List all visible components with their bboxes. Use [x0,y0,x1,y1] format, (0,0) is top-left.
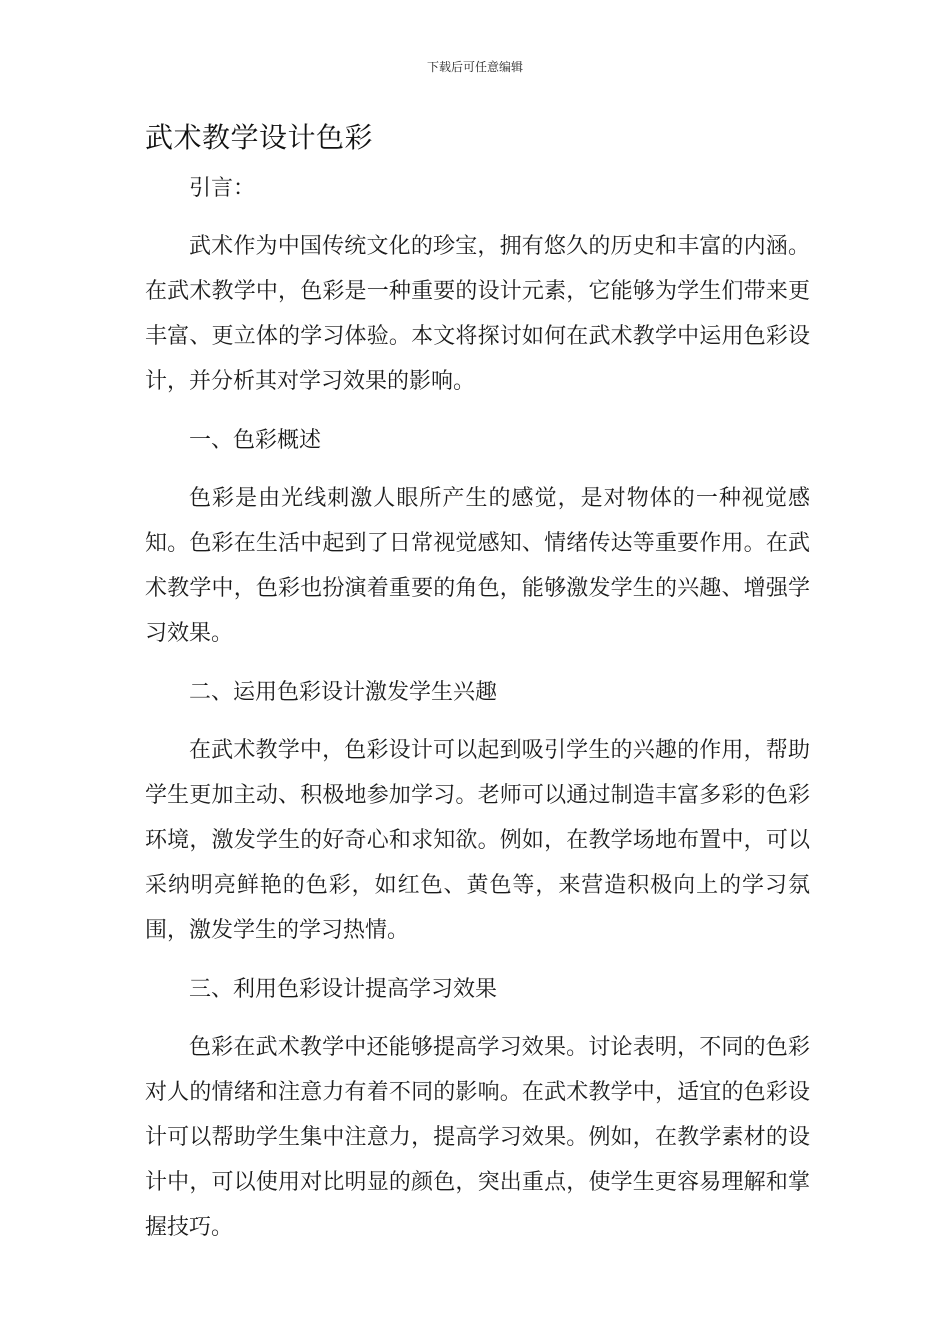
section-heading-effect: 三、利用色彩设计提高学习效果 [189,977,498,1002]
header-note: 下载后可任意编辑 [426,60,523,74]
section-heading-interest: 二、运用色彩设计激发学生兴趣 [189,680,498,705]
document-title: 武术教学设计色彩 [145,121,374,154]
section-paragraph-overview: 色彩是由光线刺激人眼所产生的感觉，是对物体的一种视觉感知。色彩在生活中起到了日常视觉感知、情绪传达等重要作用。在武术教学中，色彩也扮演着重要的角色，能够激发学生的兴趣、增强学习效果。 [145,486,810,646]
section-paragraph-interest: 在武术教学中，色彩设计可以起到吸引学生的兴趣的作用，帮助学生更加主动、积极地参加学习。老师可以通过制造丰富多彩的色彩环境，激发学生的好奇心和求知欲。例如，在教学场地布置中，可以采纳明亮鲜艳的色彩，如红色、黄色等，来营造积极向上的学习氛围，激发学生的学习热情。 [145,738,810,943]
document-body [145,166,810,1264]
intro-label: 引言： [189,176,256,201]
section-heading-overview: 一、色彩概述 [189,428,322,453]
intro-paragraph: 武术作为中国传统文化的珍宝，拥有悠久的历史和丰富的内涵。在武术教学中，色彩是一种重要的设计元素，它能够为学生们带来更丰富、更立体的学习体验。本文将探讨如何在武术教学中运用色彩设计，并分析其对学习效果的影响。 [145,234,810,394]
section-paragraph-effect: 色彩在武术教学中还能够提高学习效果。讨论表明，不同的色彩对人的情绪和注意力有着不同的影响。在武术教学中，适宜的色彩设计可以帮助学生集中注意力，提高学习效果。例如，在教学素材的设计中，可以使用对比明显的颜色，突出重点，使学生更容易理解和掌握技巧。 [145,1035,810,1240]
